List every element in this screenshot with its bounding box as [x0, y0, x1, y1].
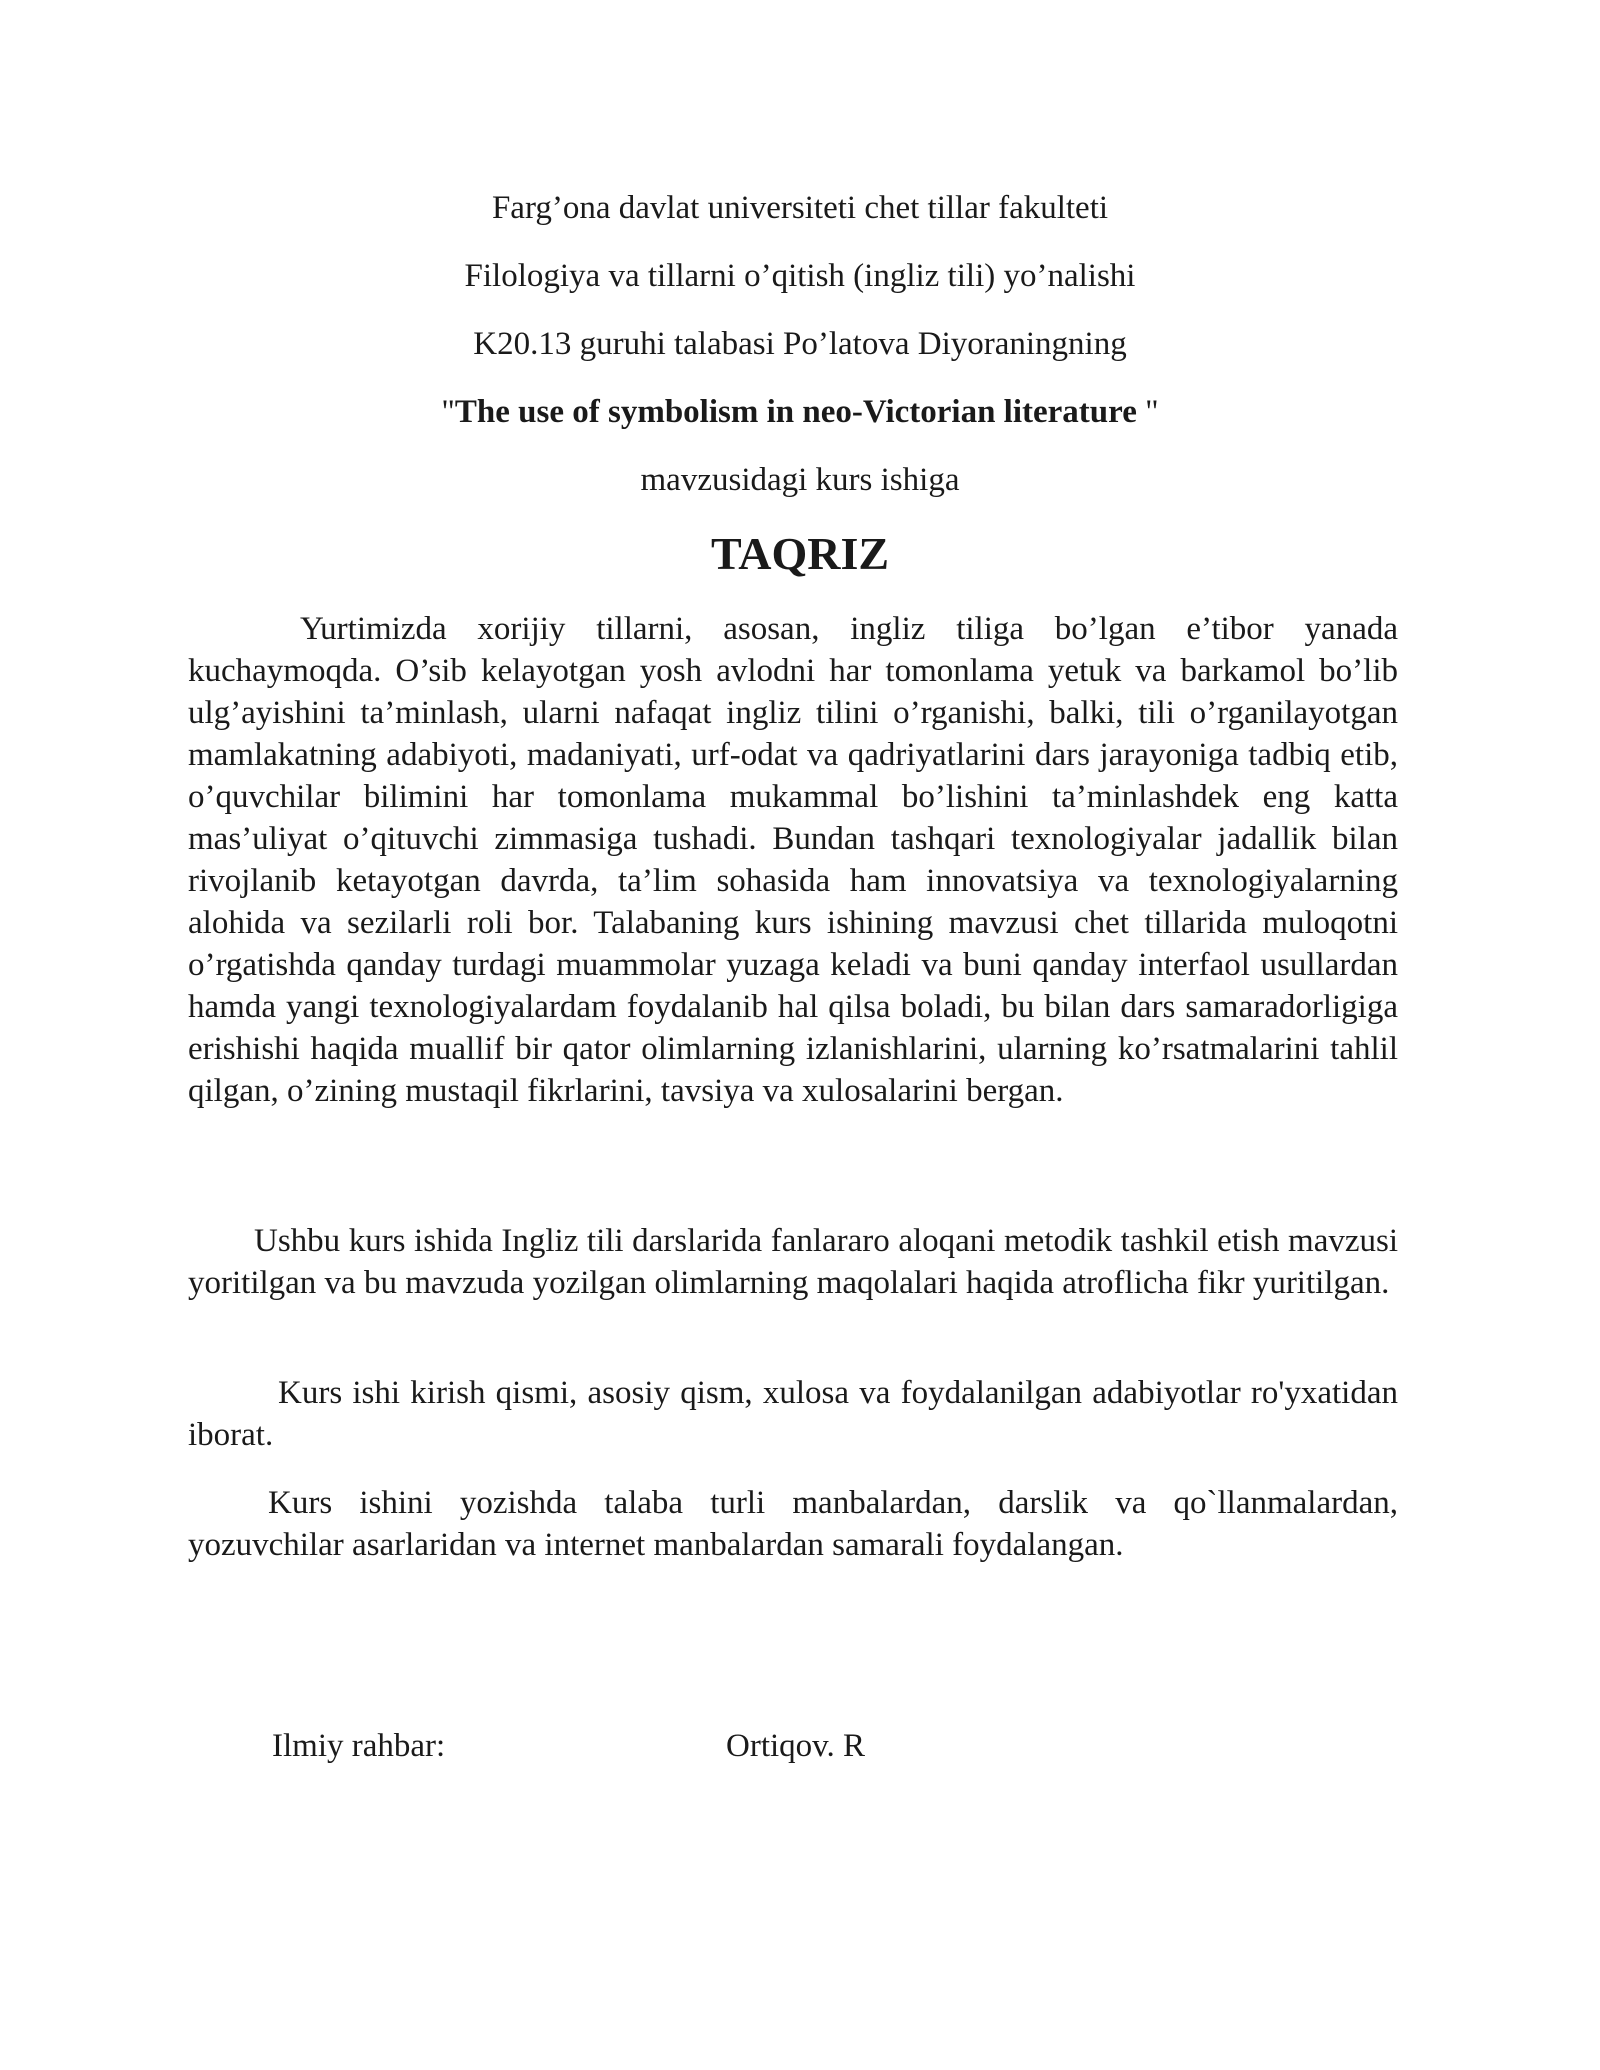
paragraph-2: Ushbu kurs ishida Ingliz tili darslarida fanlararo aloqani metodik tashkil etish mavzusi yoritilgan va bu mavzuda yozilgan olimlarning maqolalari haqida atroflicha fikr yuritilgan. — [188, 1223, 1398, 1301]
document-heading: TAQRIZ — [710, 528, 890, 579]
paragraph-1: Yurtimizda xorijiy tillarni, asosan, ingliz tiliga bo’lgan e’tibor yanada kuchaymoqda. O’sib kelayotgan yosh avlodni har tomonlama yetuk va barkamol bo’lib ulg’ayishini ta’minlash, ularni nafaqat ingliz tilini o’rganishi, balki, tili o’rganilayotgan mamlakatning adabiyoti, madaniyati, urf-odat va qadriyatlarini dars jarayoniga tadbiq etib, o’quvchilar bilimini har tomonlama mukammal bo’lishini ta’minlashdek eng katta mas’uliyat o’qituvchi zimmasiga tushadi. Bundan tashqari texnologiyalar jadallik bilan rivojlanib ketayotgan davrda, ta’lim sohasida ham innovatsiya va texnologiyalarning alohida va sezilarli roli bor. Talabaning kurs ishining mavzusi chet tillarida muloqotni o’rgatishda qanday turdagi muammolar yuzaga keladi va buni qanday interfaol usullardan hamda yangi texnologiyalardam foydalanib hal qilsa boladi, bu bilan dars samaradorligiga erishishi haqida muallif bir qator olimlarning izlanishlarini, ularning ko’rsatmalarini tahlil qilgan, o’zining mustaqil fikrlarini, tavsiya va xulosalarini bergan. — [188, 611, 1398, 1109]
title-text: The use of symbolism in neo-Victorian literature — [454, 394, 1137, 430]
faculty-line: Farg’ona davlat universiteti chet tillar fakulteti — [491, 190, 1109, 226]
signature-label: Ilmiy rahbar: — [272, 1728, 446, 1764]
course-work-title — [0, 392, 1600, 432]
signature-name: Ortiqov. R — [726, 1728, 866, 1764]
paragraph-4: Kurs ishini yozishda talaba turli manbalardan, darslik va qo`llanmalardan, yozuvchilar asarlaridan va internet manbalardan samarali foydalangan. — [188, 1485, 1398, 1563]
title-close-quote: " — [1136, 394, 1159, 430]
title-open-quote: " — [441, 394, 455, 430]
paragraph-3: Kurs ishi kirish qismi, asosiy qism, xulosa va foydalanilgan adabiyotlar ro'yxatidan iborat. — [188, 1375, 1398, 1453]
subject-line: mavzusidagi kurs ishiga — [640, 462, 960, 498]
student-line: K20.13 guruhi talabasi Po’latova Diyoraningning — [473, 326, 1127, 362]
department-line: Filologiya va tillarni o’qitish (ingliz tili) yo’nalishi — [464, 258, 1136, 294]
